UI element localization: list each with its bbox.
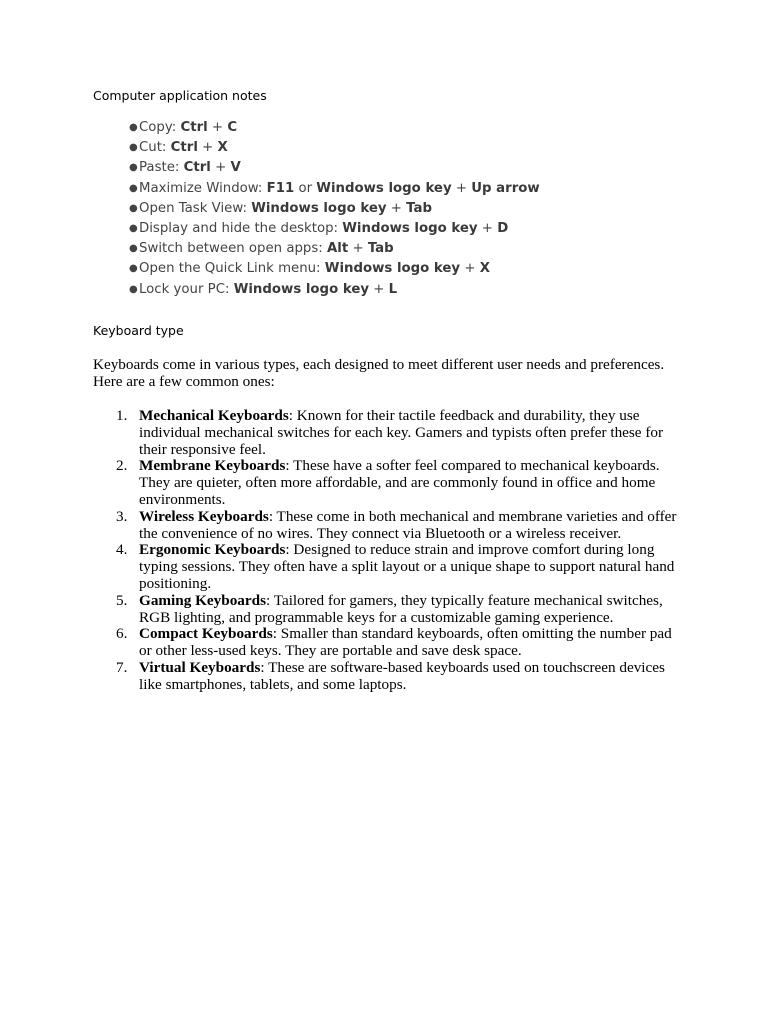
shortcut-connector: +	[386, 200, 407, 216]
shortcut-key: X	[479, 261, 490, 277]
list-item	[93, 593, 683, 627]
shortcut-label: Cut:	[139, 140, 171, 156]
shortcut-key: Ctrl	[170, 140, 198, 156]
keyboard-type-name: Membrane Keyboards	[139, 457, 286, 475]
shortcut-list	[129, 118, 540, 300]
shortcut-key: Windows logo key	[251, 200, 387, 216]
shortcut-key: Ctrl	[183, 160, 211, 176]
shortcut-item	[129, 118, 540, 138]
bullet-icon: ●	[129, 162, 138, 174]
keyboard-type-description: : Tailored for gamers, they typically feature mechanical switches, RGB lighting, and programmable keys for a customizable gaming experience.	[139, 591, 663, 626]
shortcut-key: X	[217, 140, 228, 156]
shortcut-label: Open the Quick Link menu:	[139, 261, 325, 277]
keyboard-type-name: Compact Keyboards	[139, 625, 273, 643]
shortcut-item	[129, 179, 540, 199]
bullet-icon: ●	[129, 222, 138, 234]
shortcut-key: Alt	[327, 241, 349, 257]
shortcut-item	[129, 158, 540, 178]
keyboard-type-description: : These are software-based keyboards used on touchscreen devices like smartphones, tablets, and some laptops.	[139, 658, 665, 693]
keyboard-type-description: : Designed to reduce strain and improve comfort during long typing sessions. They often have a split layout or a unique shape to support natural hand positioning.	[139, 541, 675, 592]
keyboard-types-list	[93, 408, 683, 694]
document-title: Computer application notes	[93, 88, 267, 103]
keyboard-type-description: : These come in both mechanical and membrane varieties and offer the convenience of no wires. They connect via Bluetooth or a wireless receiver.	[139, 507, 677, 542]
shortcut-item	[129, 199, 540, 219]
shortcut-label: Copy:	[139, 120, 181, 135]
bullet-icon: ●	[129, 202, 138, 214]
shortcut-label: Lock your PC:	[139, 281, 234, 297]
shortcut-label: Paste:	[139, 160, 184, 176]
shortcut-key: V	[230, 160, 241, 176]
shortcut-item	[129, 280, 540, 300]
list-number: 1.	[116, 407, 128, 424]
shortcut-label: Switch between open apps:	[139, 241, 327, 257]
list-number: 7.	[116, 658, 128, 676]
shortcut-key: C	[227, 120, 238, 135]
shortcut-key: Windows logo key	[233, 281, 370, 297]
shortcut-key: Ctrl	[180, 120, 208, 135]
shortcut-item	[129, 239, 540, 259]
shortcut-key: Windows logo key	[316, 180, 452, 196]
list-number: 2.	[116, 457, 128, 475]
shortcut-connector: +	[477, 220, 498, 236]
bullet-icon: ●	[129, 142, 138, 154]
list-number: 4.	[116, 541, 128, 559]
shortcut-connector: +	[210, 160, 231, 176]
keyboard-type-name: Virtual Keyboards	[139, 658, 261, 676]
list-number: 3.	[116, 507, 128, 525]
shortcut-key: Tab	[367, 241, 394, 257]
keyboard-type-description: : These have a softer feel compared to mechanical keyboards. They are quieter, often more affordable, and are commonly found in office and home environments.	[139, 457, 660, 508]
shortcut-key: D	[497, 220, 509, 236]
shortcut-key: Windows logo key	[342, 220, 478, 236]
shortcut-item	[129, 259, 540, 279]
shortcut-key: Tab	[406, 200, 432, 216]
shortcut-key: Windows logo key	[324, 261, 461, 277]
list-item	[93, 542, 683, 592]
shortcut-connector: or	[294, 180, 317, 196]
list-number: 5.	[116, 591, 128, 609]
shortcut-label: Open Task View:	[139, 200, 252, 216]
shortcut-key: Up arrow	[471, 180, 540, 196]
bullet-icon: ●	[129, 243, 138, 255]
shortcut-connector: +	[197, 140, 218, 156]
bullet-icon: ●	[129, 283, 138, 295]
shortcut-connector: +	[207, 120, 228, 135]
list-item	[93, 458, 683, 508]
shortcut-connector: +	[460, 261, 480, 277]
intro-paragraph: Keyboards come in various types, each designed to meet different user needs and preferences. Here are a few common ones:	[93, 356, 665, 390]
list-item	[93, 509, 683, 543]
shortcut-connector: +	[451, 180, 472, 196]
keyboard-type-description: : Known for their tactile feedback and durability, they use individual mechanical switches for each key. Gamers and typists often prefer these for their responsive feel.	[139, 407, 664, 458]
bullet-icon: ●	[129, 182, 138, 194]
shortcut-key: L	[388, 281, 398, 297]
shortcut-key: F11	[266, 180, 295, 196]
shortcut-label: Maximize Window:	[139, 180, 267, 196]
keyboard-type-name: Mechanical Keyboards	[139, 407, 289, 424]
list-number: 6.	[116, 625, 128, 643]
bullet-icon: ●	[129, 263, 138, 275]
shortcut-item	[129, 138, 540, 158]
shortcut-label: Display and hide the desktop:	[139, 220, 343, 236]
keyboard-type-name: Gaming Keyboards	[139, 591, 266, 609]
list-item	[93, 660, 683, 694]
shortcut-connector: +	[369, 281, 389, 297]
list-item	[93, 408, 683, 458]
bullet-icon: ●	[129, 122, 138, 133]
list-item	[93, 626, 683, 660]
keyboard-type-name: Ergonomic Keyboards	[139, 541, 286, 559]
shortcut-connector: +	[348, 241, 368, 257]
keyboard-type-description: : Smaller than standard keyboards, often omitting the number pad or other less-used keys. They are portable and save desk space.	[139, 625, 672, 660]
shortcut-item	[129, 219, 540, 239]
keyboard-type-name: Wireless Keyboards	[139, 507, 269, 525]
section-title: Keyboard type	[93, 323, 184, 338]
